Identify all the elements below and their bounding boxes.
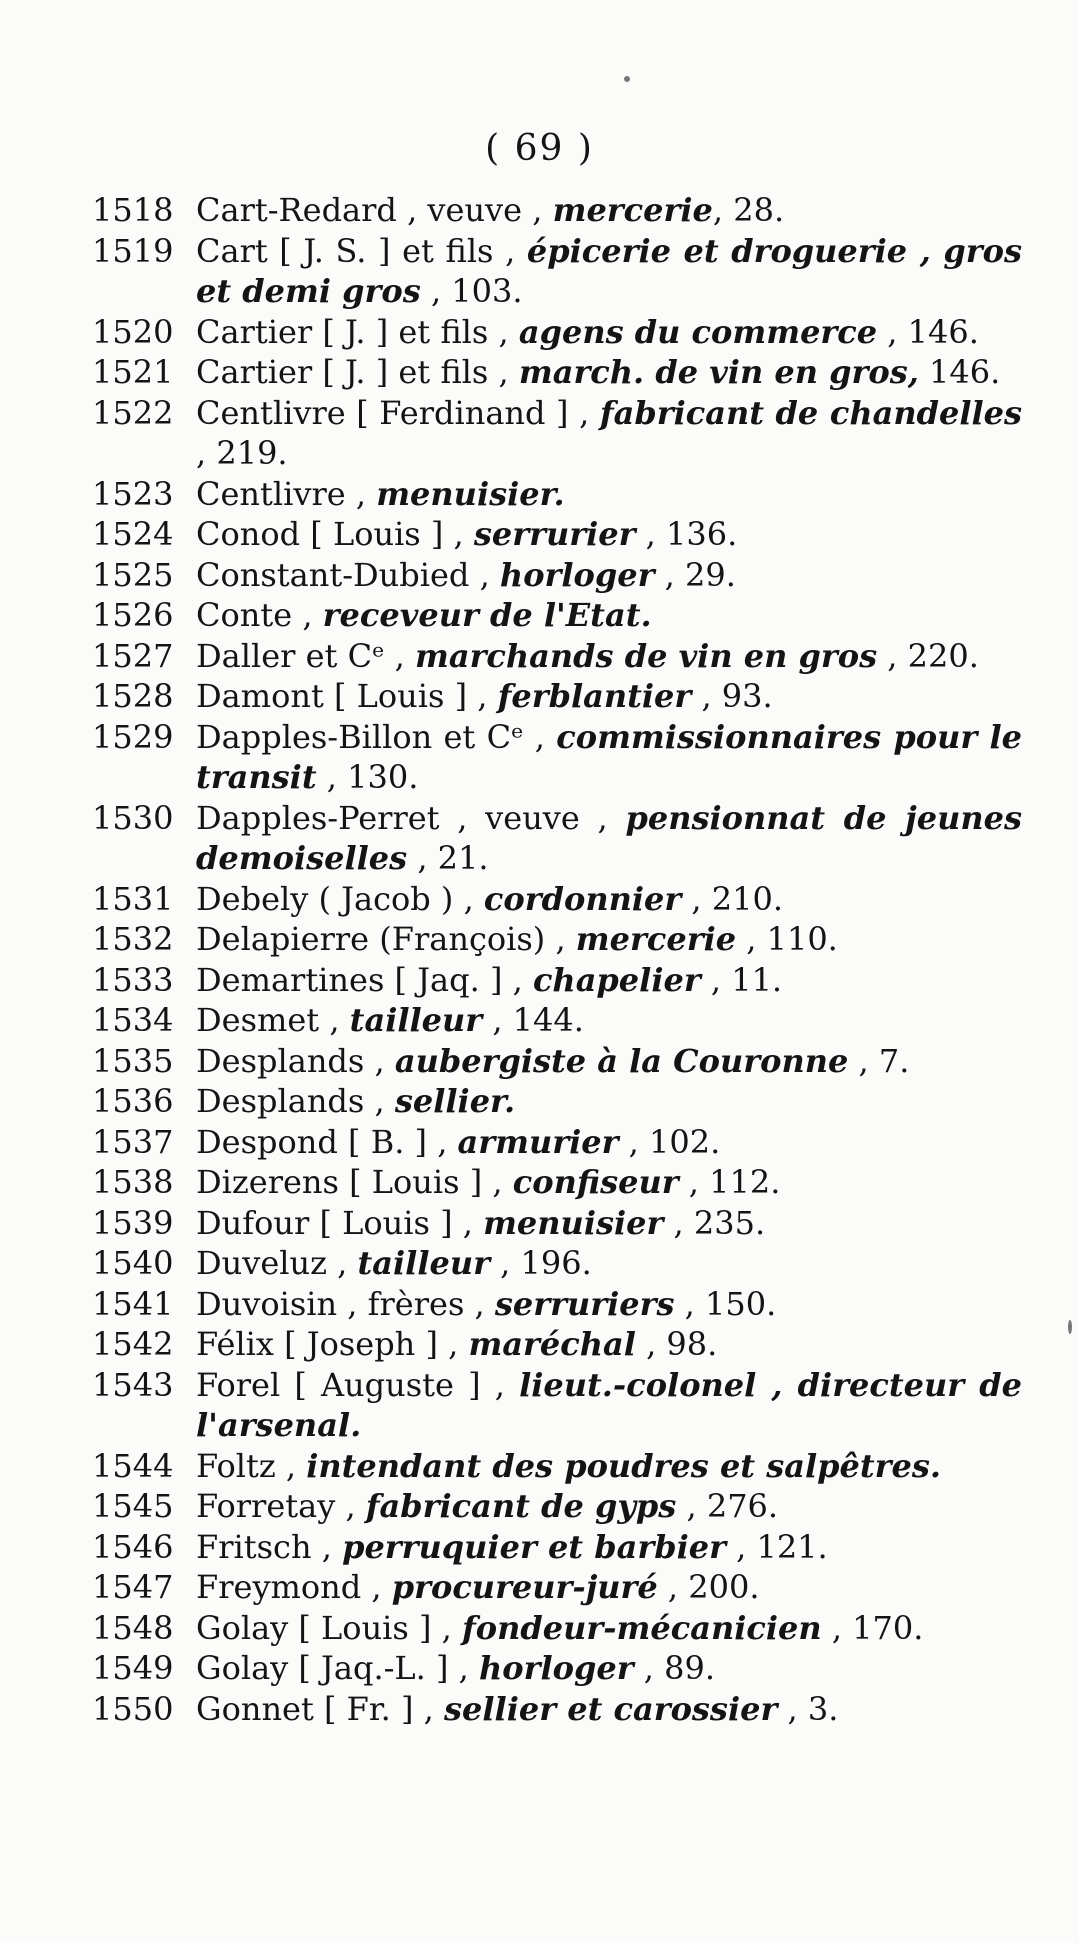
entry-text [196, 595, 1022, 636]
entry-trade: menuisier. [376, 474, 565, 513]
entry-number: 1538 [92, 1163, 174, 1201]
entry-address: 146. [918, 353, 1001, 391]
entry-name: Forel [ Auguste ] , [196, 1365, 520, 1404]
entry-text [196, 1081, 1022, 1122]
directory-entries [92, 190, 1022, 1729]
entry-address: , 29. [654, 555, 736, 594]
entry-name: Duveluz , [196, 1244, 358, 1282]
directory-entry [92, 352, 1022, 393]
entry-text [196, 1324, 1022, 1365]
directory-entry [92, 393, 1022, 474]
entry-address: , 93. [691, 677, 773, 715]
directory-entry [92, 1446, 1022, 1487]
entry-trade: tailleur [357, 1244, 490, 1282]
entry-name: Dufour [ Louis ] , [196, 1203, 484, 1242]
entry-trade: perruquier et barbier [342, 1527, 726, 1566]
entry-address: , 21. [407, 839, 489, 877]
directory-entry [92, 312, 1022, 353]
entry-text [196, 393, 1022, 474]
entry-name: Conod [ Louis ] , [196, 515, 474, 553]
entry-number: 1532 [92, 920, 174, 958]
directory-entry [92, 1081, 1022, 1122]
entry-number: 1534 [92, 1001, 174, 1039]
entry-name: Dapples-Perret , veuve , [196, 798, 626, 837]
directory-entry [92, 1122, 1022, 1163]
entry-trade: commissionnaires pour le transit [196, 717, 1023, 796]
ink-speck [624, 76, 630, 82]
directory-entry [92, 555, 1022, 596]
entry-number: 1537 [92, 1122, 174, 1161]
entry-number: 1528 [92, 677, 174, 715]
entry-address: , 130. [316, 758, 419, 796]
entry-address: , 276. [676, 1487, 779, 1525]
directory-entry [92, 676, 1022, 717]
entry-name: Centlivre [ Ferdinand ] , [196, 393, 600, 432]
entry-trade: serruriers [494, 1284, 675, 1323]
directory-entry [92, 960, 1022, 1001]
directory-entry [92, 1365, 1022, 1446]
directory-entry [92, 231, 1022, 312]
entry-number: 1550 [92, 1689, 174, 1728]
entry-text [196, 636, 1022, 677]
entry-name: Centlivre , [196, 474, 377, 513]
entry-text [196, 1162, 1022, 1203]
directory-entry [92, 1041, 1022, 1082]
entry-trade: confiseur [512, 1163, 679, 1201]
directory-entry [92, 1648, 1022, 1689]
entry-trade: maréchal [468, 1325, 636, 1363]
entry-number: 1519 [92, 231, 174, 270]
entry-name: Desplands , [196, 1041, 395, 1080]
entry-trade: fabricant de gyps [365, 1487, 677, 1525]
entry-trade: sellier et carossier [444, 1689, 778, 1728]
entry-trade: tailleur [349, 1001, 483, 1039]
entry-address: , 200. [657, 1568, 760, 1606]
entry-trade: agens du commerce [518, 312, 878, 351]
directory-entry [92, 1527, 1022, 1568]
entry-name: Damont [ Louis ] , [196, 677, 498, 715]
entry-trade: menuisier [483, 1203, 664, 1242]
entry-address: , 220. [877, 636, 979, 675]
directory-entry [92, 514, 1022, 555]
entry-number: 1549 [92, 1649, 174, 1687]
entry-text [196, 717, 1022, 798]
directory-entry [92, 1567, 1022, 1608]
entry-text [196, 1000, 1022, 1041]
directory-entry [92, 1324, 1022, 1365]
entry-number: 1536 [92, 1082, 174, 1120]
entry-address: , 150. [674, 1284, 777, 1323]
entry-number: 1529 [92, 717, 174, 756]
entry-number: 1543 [92, 1365, 174, 1404]
entry-name: Desmet , [196, 1001, 350, 1039]
ink-speck [1068, 1320, 1072, 1334]
entry-name: Gonnet [ Fr. ] , [196, 1689, 444, 1728]
directory-entry [92, 595, 1022, 636]
entry-number: 1521 [92, 353, 174, 391]
entry-address: , 144. [482, 1001, 584, 1039]
entry-name: Golay [ Jaq.-L. ] , [196, 1649, 480, 1687]
entry-trade: mercerie [552, 191, 713, 229]
entry-number: 1535 [92, 1041, 174, 1080]
entry-number: 1525 [92, 555, 174, 594]
entry-name: Forretay , [196, 1487, 366, 1525]
entry-text [196, 798, 1022, 879]
entry-text [196, 1648, 1022, 1689]
directory-entry [92, 190, 1022, 231]
entry-address: , 7. [848, 1041, 910, 1080]
directory-entry [92, 1284, 1022, 1325]
entry-number: 1545 [92, 1487, 174, 1525]
entry-name: Constant-Dubied , [196, 555, 500, 594]
entry-trade: horloger [499, 555, 655, 594]
entry-trade: horloger [479, 1649, 634, 1687]
directory-entry [92, 1162, 1022, 1203]
entry-text [196, 1567, 1022, 1608]
entry-name: Delapierre (François) , [196, 920, 576, 958]
entry-address: , 196. [489, 1244, 592, 1282]
entry-trade: chapelier [532, 960, 701, 999]
entry-text [196, 1203, 1022, 1244]
entry-text [196, 190, 1022, 231]
entry-text [196, 1243, 1022, 1284]
entry-name: Golay [ Louis ] , [196, 1608, 462, 1647]
entry-number: 1526 [92, 596, 174, 634]
entry-text [196, 1486, 1022, 1527]
entry-name: Freymond , [196, 1568, 392, 1606]
entry-trade: armurier [457, 1122, 619, 1161]
entry-text [196, 676, 1022, 717]
entry-address: , 28. [712, 191, 785, 229]
entry-text [196, 231, 1022, 312]
entry-number: 1539 [92, 1203, 174, 1242]
entry-text [196, 1041, 1022, 1082]
entry-number: 1527 [92, 636, 174, 675]
entry-number: 1541 [92, 1284, 174, 1323]
directory-entry [92, 636, 1022, 677]
entry-number: 1548 [92, 1608, 174, 1647]
entry-name: Desplands , [196, 1082, 395, 1120]
entry-trade: serrurier [473, 515, 636, 553]
entry-text [196, 1446, 1022, 1487]
entry-number: 1524 [92, 515, 174, 553]
entry-address: , 89. [633, 1649, 715, 1687]
directory-entry [92, 798, 1022, 879]
entry-text [196, 514, 1022, 555]
entry-name: Dapples-Billon et Cᵉ , [196, 717, 557, 756]
entry-address: , 11. [700, 960, 783, 999]
entry-number: 1531 [92, 879, 174, 918]
entry-name: Despond [ B. ] , [196, 1122, 458, 1161]
entry-number: 1547 [92, 1568, 174, 1606]
entry-trade: receveur de l'Etat. [322, 596, 652, 634]
entry-text [196, 1527, 1022, 1568]
entry-name: Conte , [196, 596, 323, 634]
entry-name: Cart-Redard , veuve , [196, 191, 553, 229]
entry-address: , 210. [681, 879, 783, 918]
entry-text [196, 960, 1022, 1001]
entry-trade: ferblantier [497, 677, 692, 715]
entry-trade: aubergiste à la Couronne [394, 1041, 849, 1080]
entry-address: , 219. [196, 434, 288, 472]
entry-address: , 103. [420, 272, 523, 310]
entry-address: , 121. [725, 1527, 828, 1566]
entry-name: Cart [ J. S. ] et fils , [196, 231, 527, 270]
directory-entry [92, 1608, 1022, 1649]
entry-text [196, 1284, 1022, 1325]
entry-name: Fritsch , [196, 1527, 343, 1566]
entry-address: , 136. [635, 515, 738, 553]
entry-trade: cordonnier [483, 879, 682, 918]
entry-name: Dizerens [ Louis ] , [196, 1163, 513, 1201]
entry-number: 1540 [92, 1244, 174, 1282]
entry-number: 1530 [92, 798, 174, 837]
entry-text [196, 879, 1022, 920]
entry-name: Demartines [ Jaq. ] , [196, 960, 533, 999]
entry-address: , 146. [877, 312, 979, 351]
entry-name: Duvoisin , frères , [196, 1284, 495, 1323]
entry-address: , 110. [736, 920, 838, 958]
directory-entry [92, 1689, 1022, 1730]
entry-name: Debely ( Jacob ) , [196, 879, 484, 918]
entry-trade: procureur-juré [391, 1568, 658, 1606]
entry-number: 1546 [92, 1527, 174, 1566]
entry-text [196, 555, 1022, 596]
entry-number: 1518 [92, 191, 174, 229]
entry-name: Félix [ Joseph ] , [196, 1325, 469, 1363]
entry-trade: march. de vin en gros, [518, 353, 919, 391]
directory-entry [92, 1000, 1022, 1041]
entry-trade: fabricant de chandelles [599, 393, 1023, 432]
entry-address: , 112. [678, 1163, 781, 1201]
entry-name: Cartier [ J. ] et fils , [196, 312, 519, 351]
entry-text [196, 1689, 1022, 1730]
entry-name: Daller et Cᵉ , [196, 636, 415, 675]
entry-text [196, 1365, 1022, 1446]
directory-entry [92, 1486, 1022, 1527]
entry-text [196, 1122, 1022, 1163]
directory-entry [92, 717, 1022, 798]
entry-address: , 170. [821, 1608, 924, 1647]
entry-number: 1544 [92, 1446, 174, 1485]
entry-address: , 3. [777, 1689, 839, 1728]
directory-entry [92, 879, 1022, 920]
entry-text [196, 352, 1022, 393]
entry-text [196, 1608, 1022, 1649]
page-number: ( 69 ) [485, 128, 594, 169]
entry-trade: épicerie et droguerie , gros et demi gros [196, 231, 1023, 310]
directory-entry [92, 919, 1022, 960]
entry-address: , 98. [635, 1325, 718, 1363]
entry-number: 1542 [92, 1325, 174, 1363]
entry-number: 1520 [92, 312, 174, 351]
entry-name: Foltz , [196, 1446, 307, 1485]
entry-trade: lieut.-colonel , directeur de l'arsenal. [196, 1365, 1023, 1444]
directory-entry [92, 474, 1022, 515]
entry-text [196, 474, 1022, 515]
entry-trade: pensionnat de jeunes demoiselles [196, 798, 1022, 877]
entry-text [196, 919, 1022, 960]
entry-trade: fondeur-mécanicien [462, 1608, 822, 1647]
entry-trade: marchands de vin en gros [414, 636, 878, 675]
entry-number: 1533 [92, 960, 174, 999]
directory-entry [92, 1243, 1022, 1284]
directory-entry [92, 1203, 1022, 1244]
entry-text [196, 312, 1022, 353]
entry-number: 1523 [92, 474, 174, 513]
entry-trade: intendant des poudres et salpêtres. [306, 1446, 942, 1485]
entry-address: , 235. [663, 1203, 766, 1242]
entry-number: 1522 [92, 393, 174, 432]
entry-trade: sellier. [394, 1082, 516, 1120]
entry-trade: mercerie [575, 920, 737, 958]
entry-name: Cartier [ J. ] et fils , [196, 353, 519, 391]
entry-address: , 102. [618, 1122, 721, 1161]
